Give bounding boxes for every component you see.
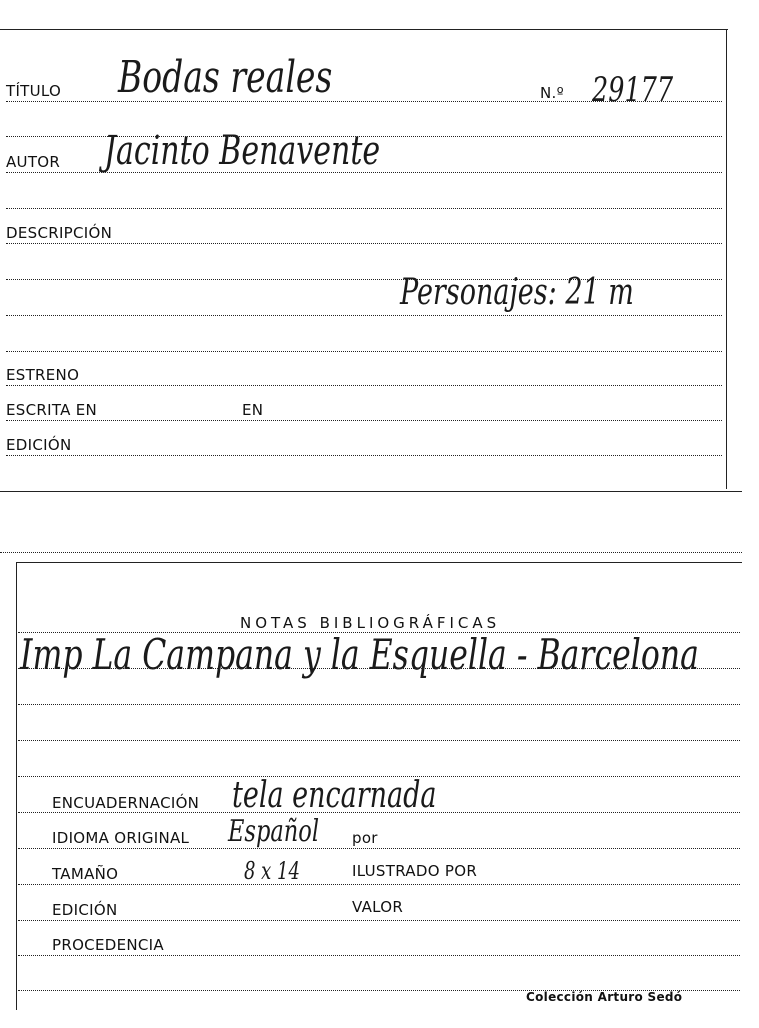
autor-value: Jacinto Benavente	[104, 128, 381, 174]
descripcion-line	[6, 243, 722, 244]
en-label: EN	[242, 401, 264, 419]
edicion2-line	[18, 920, 740, 921]
idioma-line	[18, 848, 740, 849]
card2-left-border	[16, 562, 17, 1010]
card-bottom-border	[0, 491, 742, 492]
por-label: por	[352, 829, 378, 847]
rule-line	[18, 740, 740, 741]
idioma-label: IDIOMA ORIGINAL	[52, 829, 190, 847]
tamano-value: 8 x 14	[244, 857, 300, 885]
edicion-label: EDICIÓN	[6, 436, 72, 454]
card-right-border	[726, 29, 727, 489]
notas-heading: NOTAS BIBLIOGRÁFICAS	[240, 614, 501, 632]
estreno-label: ESTRENO	[6, 366, 80, 384]
tamano-label: TAMAÑO	[52, 865, 119, 883]
idioma-value: Español	[228, 814, 320, 849]
edicion-line	[6, 455, 722, 456]
perforation-line	[0, 552, 742, 553]
coleccion-footer: Colección Arturo Sedó	[526, 990, 683, 1004]
valor-label: VALOR	[352, 898, 404, 916]
encuadernacion-label: ENCUADERNACIÓN	[52, 794, 200, 812]
procedencia-line	[18, 955, 740, 956]
descripcion-label: DESCRIPCIÓN	[6, 224, 113, 242]
card-top-border	[0, 29, 728, 30]
procedencia-label: PROCEDENCIA	[52, 936, 164, 954]
rule-line	[18, 668, 740, 669]
numero-label: N.º	[540, 84, 564, 102]
personajes-value: Personajes: 21 m	[400, 272, 634, 313]
rule-line	[6, 208, 722, 209]
rule-line	[6, 315, 722, 316]
autor-label: AUTOR	[6, 153, 61, 171]
rule-line	[18, 704, 740, 705]
numero-value: 29177	[592, 70, 674, 110]
edicion2-label: EDICIÓN	[52, 901, 118, 919]
escrita-en-label: ESCRITA EN	[6, 401, 98, 419]
encuadernacion-line	[18, 812, 740, 813]
notas-value: Imp La Campana y la Esquella - Barcelona	[20, 630, 699, 679]
titulo-label: TÍTULO	[6, 82, 62, 100]
tamano-line	[18, 884, 740, 885]
titulo-value: Bodas reales	[118, 52, 333, 103]
card2-top-border	[16, 562, 742, 563]
ilustrado-label: ILUSTRADO POR	[352, 862, 478, 880]
estreno-line	[6, 385, 722, 386]
encuadernacion-value: tela encarnada	[232, 775, 437, 816]
rule-line	[6, 351, 722, 352]
escrita-en-line	[6, 420, 722, 421]
